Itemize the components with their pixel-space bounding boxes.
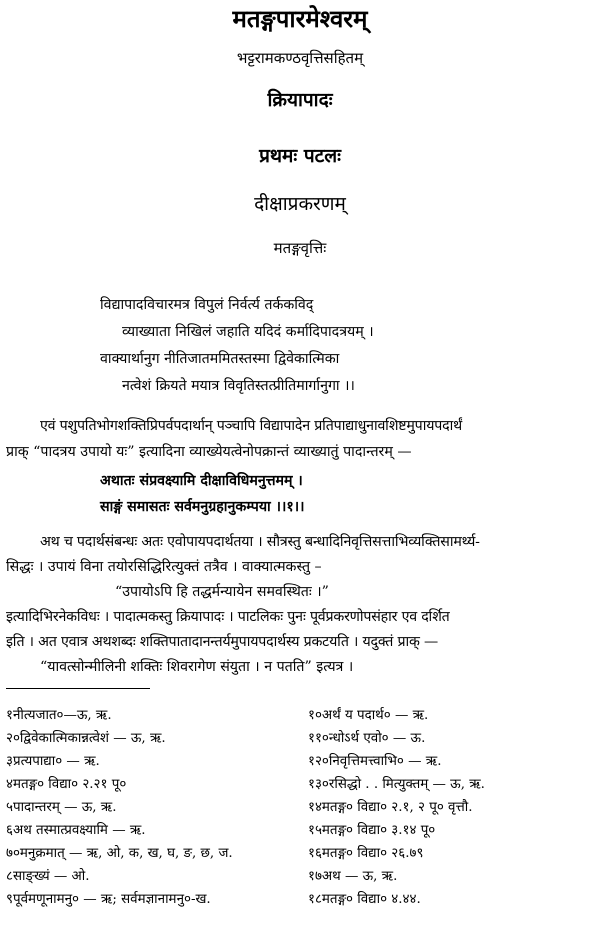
section-heading: क्रियापादः (267, 89, 333, 111)
verse-line-1: विद्यापादविचारमत्र विपुलं निर्वर्त्य तर्ककविद् (100, 297, 314, 313)
para2-line-6: “यावत्सोन्मीलिनी शक्तिः शिवरागेण संयुता । न पतति” इत्यत्र । (40, 659, 354, 675)
footnote-right-17: १७अथ — ऊ, ऋ. (308, 869, 398, 884)
verse-line-2: व्याख्याता निखिलं जहाति यदिदं कर्मादिपादत्रयम् । (122, 324, 374, 340)
footnote-left-1: १नीत्यजात०—ऊ, ऋ. (6, 708, 112, 723)
verse-line-4: नत्वेशं क्रियते मयात्र विवृतिस्तत्प्रीतिमार्गानुगा ।। (122, 378, 355, 394)
book-title: मतङ्गपारमेश्वरम् (232, 4, 368, 33)
verse-line-3: वाक्यार्थानुग नीतिजातममितस्तस्मा द्विवेकात्मिका (100, 351, 340, 367)
para2-line-5: इति । अत एवात्र अथशब्दः शक्तिपातादानन्तर्यमुपायपदार्थस्य प्रकटयति । यदुक्तं प्राक् — (6, 634, 439, 650)
footnote-right-11: ११०न्धोऽर्थ एवो० — ऊ. (308, 731, 426, 746)
footnote-left-8: ८साङ्ख्यं — ओ. (6, 869, 90, 884)
chapter-heading: प्रथमः पटलः (259, 145, 341, 167)
footnote-right-10: १०अर्थं य पदार्थ० — ऋ. (308, 708, 429, 723)
footnote-left-4: ४मतङ्ग० विद्या० २.२१ पू० (6, 777, 127, 792)
para2-line-3: “उपायोऽपि हि तद्धर्मन्यायेन समवस्थितः ।” (115, 584, 329, 600)
footnote-left-6: ६अथ तस्मात्प्रवक्ष्यामि — ऋ. (6, 823, 146, 838)
footnote-left-5: ५पादान्तरम् — ऊ, ऋ. (6, 800, 117, 815)
footnote-right-15: १५मतङ्ग० विद्या० ३.१४ पू० (308, 823, 436, 838)
para2-line-1: अथ च पदार्थसंबन्धः अतः एवोपायपदार्थतया । सौत्रस्तु बन्धादिनिवृत्तिसत्ताभिव्यक्तिसामर्थ्य- (40, 534, 480, 550)
sutra-line-1: अथातः संप्रवक्ष्यामि दीक्षाविधिमनुत्तमम् । (100, 473, 303, 489)
footnote-right-12: १२०निवृत्तिमत्त्वाभि० — ऋ. (308, 754, 442, 769)
footnote-left-7: ७०मनुक्रमात् — ऋ, ओ, क, ख, घ, ङ, छ, ज. (6, 846, 233, 861)
commentary-heading: मतङ्गवृत्तिः (273, 239, 327, 257)
footnote-right-16: १६मतङ्ग० विद्या० २६.७९ (308, 846, 424, 861)
para2-line-4: इत्यादिभिरनेकविधः । पादात्मकस्तु क्रियापादः । पाटलिकः पुनः पूर्वप्रकरणोपसंहार एव दर्शित (6, 609, 450, 625)
book-subtitle: भट्टरामकण्ठवृत्तिसहितम् (236, 49, 364, 67)
footnote-left-3: ३प्रत्यपाद्या० — ऋ. (6, 754, 100, 769)
footnote-right-14: १४मतङ्ग० विद्या० २.१, २ पू० वृत्तौ. (308, 800, 473, 815)
para1-line-1: एवं पशुपतिभोगशक्तिप्रिपर्वपदार्थान् पञ्चापि विद्यापादेन प्रतिपाद्याधुनावशिष्टमुपायपदार्थं (40, 418, 462, 434)
footnote-left-2: २०द्विवेकात्मिकान्नत्वेशं — ऊ, ऋ. (6, 731, 166, 746)
footnote-right-18: १८मतङ्ग० विद्या० ४.४४. (308, 892, 421, 907)
sutra-line-2: साङ्गं समासतः सर्वमनुग्रहानुकम्पया ।।१।। (100, 499, 305, 515)
footnote-divider (6, 688, 150, 689)
footnote-right-13: १३०रसिद्धो . . मित्युक्तम् — ऊ, ऋ. (308, 777, 485, 792)
para2-line-2: सिद्धः । उपायं विना तयोरसिद्धिरित्युक्तं तत्रैव । वाक्यात्मकस्तु – (6, 559, 322, 575)
topic-heading: दीक्षाप्रकरणम् (254, 193, 346, 215)
para1-line-2: प्राक् “पादत्रय उपायो यः” इत्यादिना व्याख्येयत्वेनोपक्रान्तं व्याख्यातुं पादान्तरम् — (6, 444, 412, 460)
footnote-left-9: ९पूर्वमणूनामनु० — ऋ; सर्वमज्ञानामनु०-ख. (6, 892, 211, 907)
